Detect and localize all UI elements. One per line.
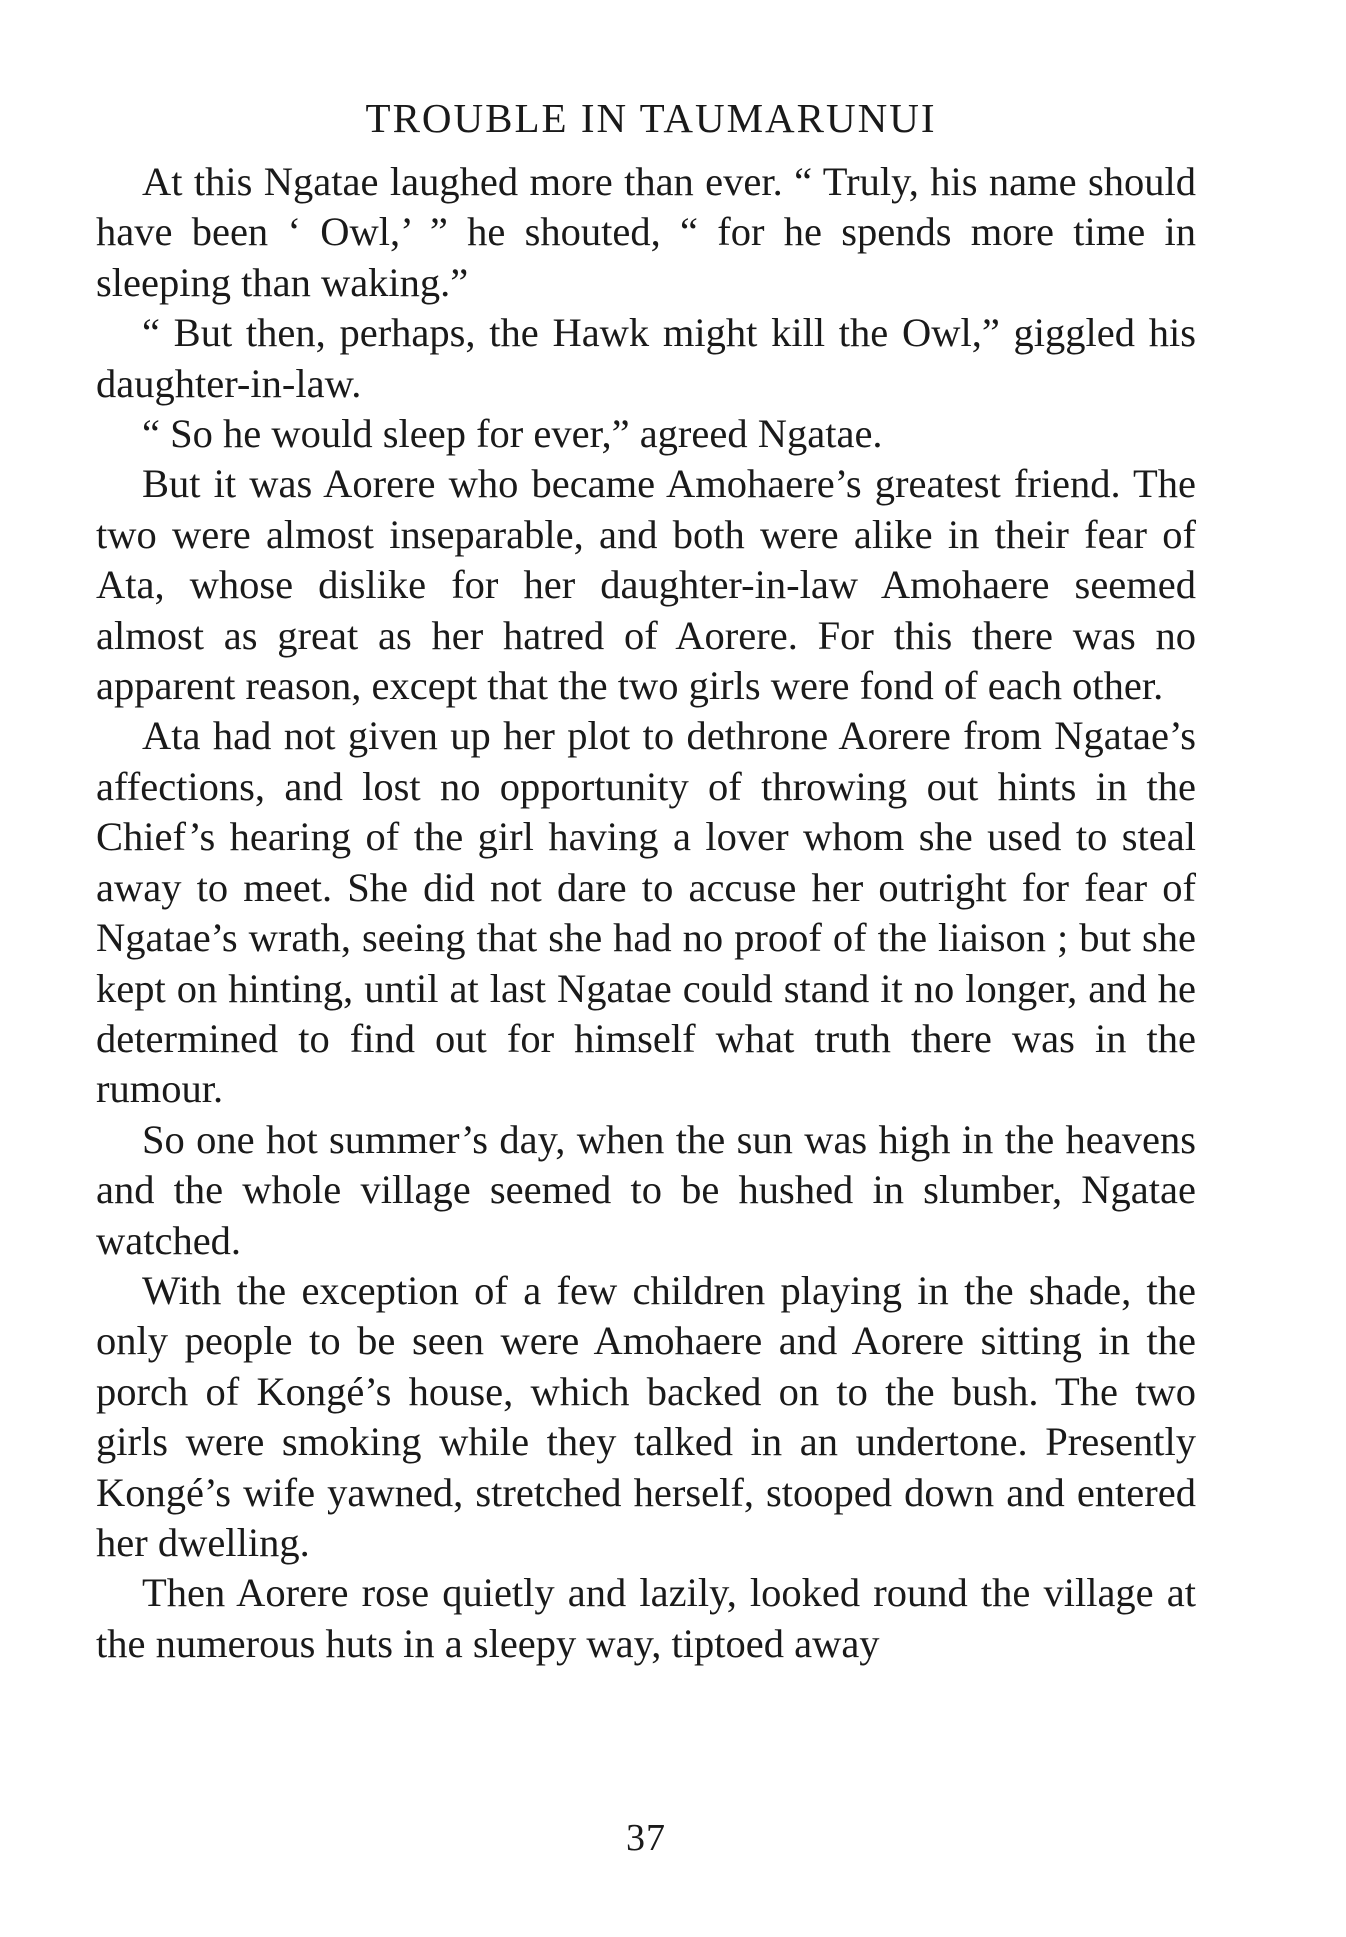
paragraph: Then Aorere rose quietly and lazily, looked round the village at the numerous huts in a sleepy way, tiptoed away xyxy=(96,1570,1196,1666)
body-text xyxy=(96,157,1196,1669)
running-title: TROUBLE IN TAUMARUNUI xyxy=(365,95,937,141)
book-page xyxy=(96,80,1196,1890)
paragraph: But it was Aorere who became Amohaere’s greatest friend. The two were almost inseparable, and both were alike in their fear of Ata, whose dislike for her daughter-in-law Amohaere seemed almost as great as her hatred of Aorere. For this there was no apparent reason, except that the two girls were fond of each other. xyxy=(96,461,1196,709)
paragraph: So one hot summer’s day, when the sun was high in the heavens and the whole village seemed to be hushed in slumber, Ngatae watched. xyxy=(96,1116,1196,1263)
paragraph: Ata had not given up her plot to dethrone Aorere from Ngatae’s affections, and lost no opportunity of throwing out hints in the Chief’s hearing of the girl having a lover whom she used to steal away to meet. She did not dare to accuse her outright for fear of Ngatae’s wrath, seeing that she had no proof of the liaison ; but she kept on hinting, until at last Ngatae could stand it no longer, and he determined to find out for himself what truth there was in the rumour. xyxy=(96,713,1196,1112)
paragraph: “ But then, perhaps, the Hawk might kill the Owl,” giggled his daughter-in-law. xyxy=(96,310,1196,406)
paragraph: At this Ngatae laughed more than ever. “ Truly, his name should have been ‘ Owl,’ ” he shouted, “ for he spends more time in sleeping than waking.” xyxy=(96,159,1196,305)
page-number: 37 xyxy=(626,1817,666,1859)
paragraph: “ So he would sleep for ever,” agreed Ngatae. xyxy=(142,411,883,457)
paragraph: With the exception of a few children playing in the shade, the only people to be seen were Amohaere and Aorere sitting in the porch of Kongé’s house, which backed on to the bush. The two girls were smoking while they talked in an undertone. Presently Kongé’s wife yawned, stretched herself, stooped down and entered her dwelling. xyxy=(96,1267,1196,1565)
